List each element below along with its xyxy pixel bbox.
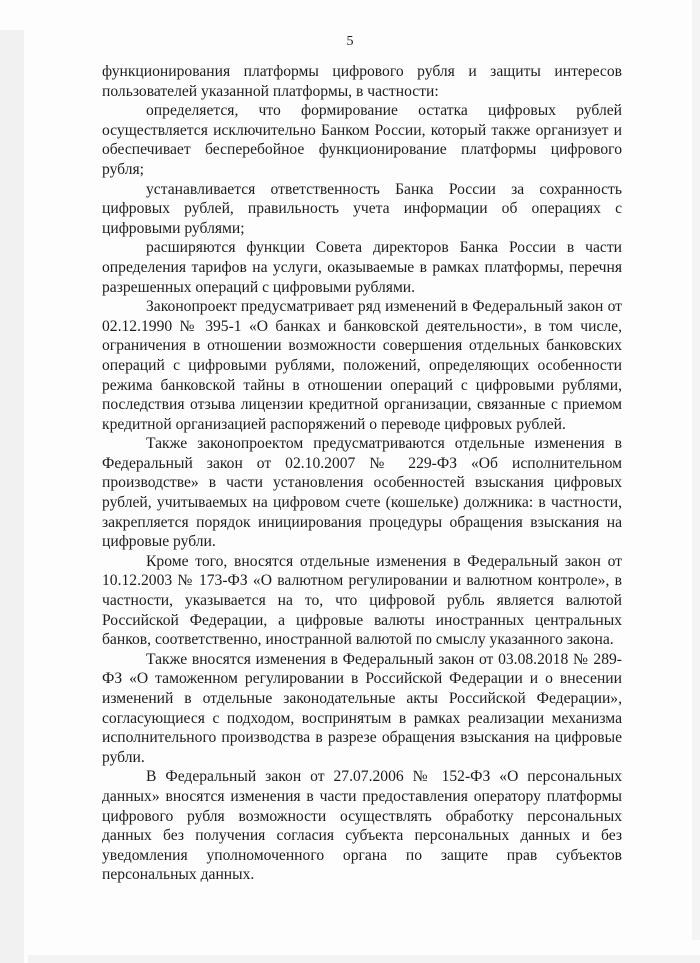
paragraph-list-item: устанавливается ответственность Банка России за сохранность цифровых рублей, правильность учета информации об операциях с цифровыми рублями; <box>102 180 622 237</box>
page-number: 5 <box>346 34 354 49</box>
document-body <box>102 62 622 885</box>
paragraph-currency-law: Кроме того, вносятся отдельные изменения в Федеральный закон от 10.12.2003 № 173-ФЗ «О валютном регулировании и валютном контроле», в частности, указывается на то, что цифровой рубль является валютой Российской Федерации, а цифровые валюты иностранных центральных банков, соответственно, иностранной валютой по смыслу указанного закона. <box>102 552 622 649</box>
scan-left-edge-shadow <box>0 30 24 963</box>
scan-right-edge-shadow <box>692 0 700 940</box>
paragraph-customs-law: Также вносятся изменения в Федеральный закон от 03.08.2018 № 289-ФЗ «О таможенном регулировании в Российской Федерации и о внесении изменений в отдельные законодательные акты Российской Федерации», согласующиеся с подходом, воспринятым в рамках реализации механизма исполнительного производства в разрезе обращения взыскания на цифровые рубли. <box>102 650 622 766</box>
paragraph-continuation: функционирования платформы цифрового рубля и защиты интересов пользователей указанной платформы, в частности: <box>102 63 622 100</box>
paragraph-personal-data-law: В Федеральный закон от 27.07.2006 № 152-ФЗ «О персональных данных» вносятся изменения в части предоставления оператору платформы цифрового рубля возможности осуществлять обработку персональных данных без получения согласия субъекта персональных данных и без уведомления уполномоченного органа по защите прав субъектов персональных данных. <box>102 768 622 884</box>
paragraph-list-item: определяется, что формирование остатка цифровых рублей осуществляется исключительно Банком России, который также организует и обеспечивает бесперебойное функционирование платформы цифрового рубля; <box>102 102 622 178</box>
scan-bottom-edge-shadow <box>28 955 700 963</box>
paragraph-banking-law: Законопроект предусматривает ряд изменений в Федеральный закон от 02.12.1990 № 395-1 «О банках и банковской деятельности», в том числе, ограничения в отношении возможности совершения отдельных банковских операций с цифровыми рублями, положений, определяющих особенности режима банковской тайны в отношении операций с цифровыми рублями, последствия отзыва лицензии кредитной организации, связанные с приемом кредитной организацией распоряжений о переводе цифровых рублей. <box>102 298 622 433</box>
paragraph-enforcement-law: Также законопроектом предусматриваются отдельные изменения в Федеральный закон от 02.10.2007 № 229-ФЗ «Об исполнительном производстве» в части установления особенностей взыскания цифровых рублей, учитываемых на цифровом счете (кошельке) должника: в частности, закрепляется порядок инициирования процедуры обращения взыскания на цифровые рубли. <box>102 435 622 551</box>
paragraph-list-item: расширяются функции Совета директоров Банка России в части определения тарифов на услуги, оказываемые в рамках платформы, перечня разрешенных операций с цифровыми рублями. <box>102 239 622 296</box>
